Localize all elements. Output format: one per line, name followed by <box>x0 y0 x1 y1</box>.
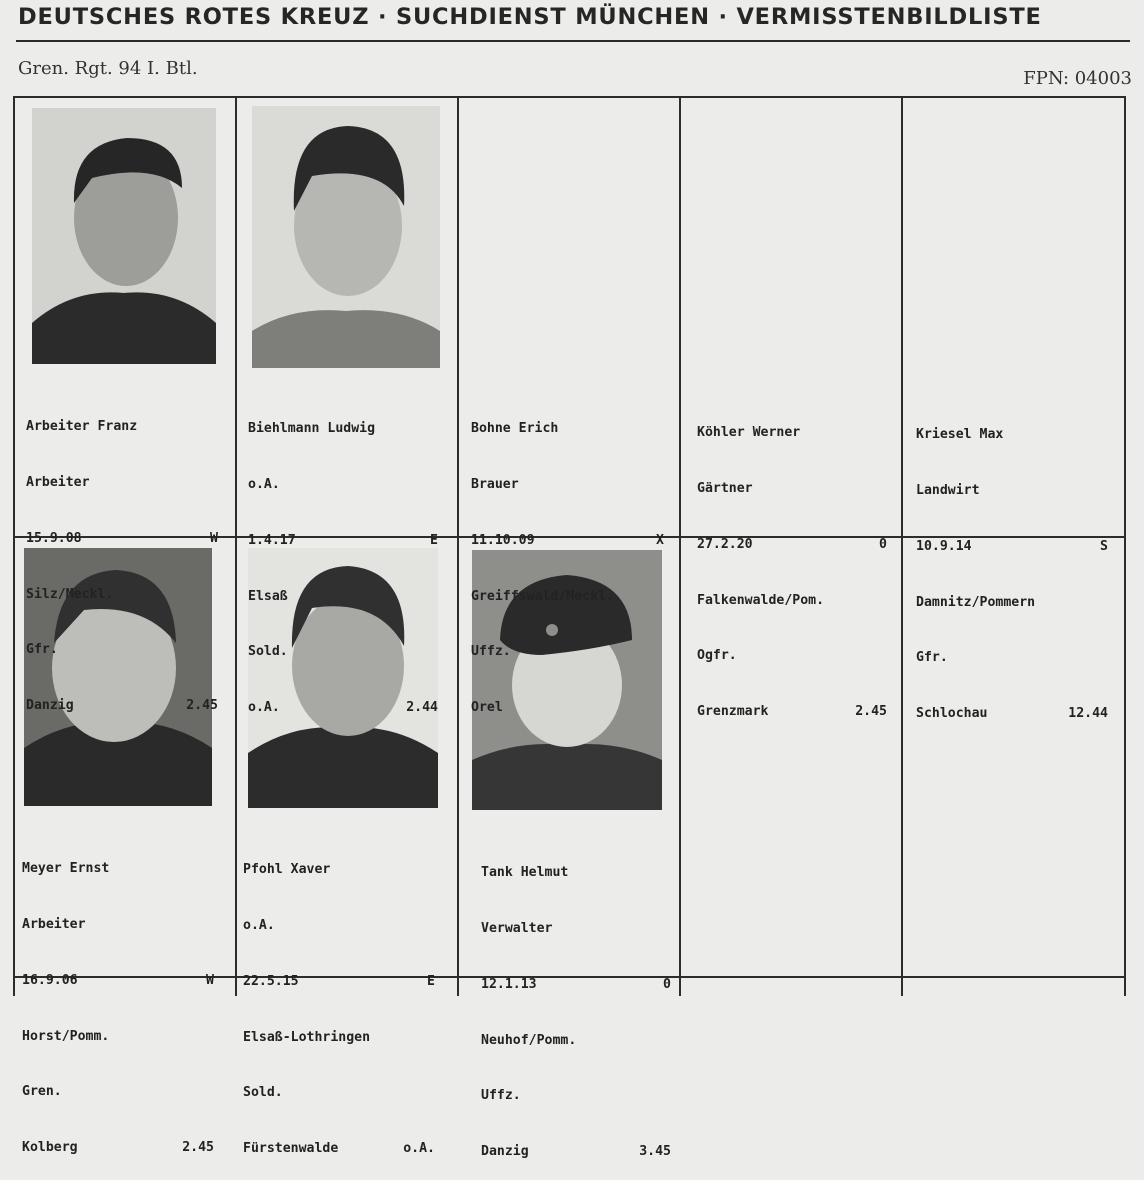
last-date: 2.44 <box>406 700 438 716</box>
occupation: Arbeiter <box>26 474 90 490</box>
code-letter: E <box>430 532 438 548</box>
person-name: Kriesel Max <box>916 427 1004 443</box>
rank: Uffz. <box>481 1088 521 1104</box>
person-entry <box>471 383 664 736</box>
birthplace: Elsaß <box>248 588 288 604</box>
occupation: o.A. <box>248 476 280 492</box>
occupation: o.A. <box>243 917 275 933</box>
last-place: Danzig <box>26 698 74 714</box>
last-place: Fürstenwalde <box>243 1141 339 1157</box>
last-date: 2.45 <box>182 1140 214 1156</box>
code-letter: W <box>210 530 218 546</box>
birth-date: 27.2.20 <box>697 536 753 552</box>
person-entry <box>26 381 218 734</box>
occupation: Arbeiter <box>22 916 86 932</box>
grid-line <box>679 96 681 996</box>
grid-line <box>13 96 1126 98</box>
last-place: Kolberg <box>22 1140 78 1156</box>
rank: Ogfr. <box>697 648 737 664</box>
document-title: DEUTSCHES ROTES KREUZ · SUCHDIENST MÜNCHEN · VERMISSTENBILDLISTE <box>18 4 1042 30</box>
birth-date: 10.9.14 <box>916 538 972 554</box>
person-entry <box>481 827 671 1180</box>
rank: Gfr. <box>26 642 58 658</box>
code-letter: S <box>1100 538 1108 554</box>
person-entry <box>916 389 1108 742</box>
birthplace: Greiffswald/Meckl. <box>471 588 614 604</box>
grid-line <box>235 96 237 996</box>
code-letter: E <box>427 973 435 989</box>
birth-date: 1.4.17 <box>248 532 296 548</box>
occupation: Brauer <box>471 476 519 492</box>
birth-date: 12.1.13 <box>481 976 537 992</box>
occupation: Gärtner <box>697 480 753 496</box>
birth-date: 22.5.15 <box>243 973 299 989</box>
code-letter: X <box>656 532 664 548</box>
last-date: 2.45 <box>186 698 218 714</box>
last-date: 12.44 <box>1068 706 1108 722</box>
last-place: Orel <box>471 700 503 716</box>
last-date: 3.45 <box>639 1144 671 1160</box>
last-place: o.A. <box>248 700 280 716</box>
rank: Sold. <box>248 644 288 660</box>
birthplace: Falkenwalde/Pom. <box>697 592 825 608</box>
portrait-photo <box>252 106 440 368</box>
person-entry <box>697 387 887 740</box>
birthplace: Damnitz/Pommern <box>916 594 1036 610</box>
person-name: Biehlmann Ludwig <box>248 421 376 437</box>
person-entry <box>22 823 214 1176</box>
last-place: Schlochau <box>916 706 988 722</box>
rank: Uffz. <box>471 644 511 660</box>
grid-line <box>13 96 15 996</box>
unit-line: Gren. Rgt. 94 I. Btl. <box>18 58 198 79</box>
grid-line <box>457 96 459 996</box>
rank: Gren. <box>22 1084 62 1100</box>
birthplace: Elsaß-Lothringen <box>243 1029 371 1045</box>
person-name: Köhler Werner <box>697 425 801 441</box>
portrait-photo <box>32 108 216 364</box>
title-rule <box>16 40 1130 42</box>
person-name: Bohne Erich <box>471 421 559 437</box>
person-entry <box>248 383 438 736</box>
person-name: Meyer Ernst <box>22 861 110 877</box>
person-name: Tank Helmut <box>481 865 569 881</box>
birth-date: 15.9.08 <box>26 530 82 546</box>
last-date: o.A. <box>403 1141 435 1157</box>
person-entry <box>243 824 435 1177</box>
rank: Sold. <box>243 1085 283 1101</box>
code-letter: 0 <box>663 976 671 992</box>
fpn-line: FPN: 04003 <box>1023 68 1132 89</box>
rank: Gfr. <box>916 650 948 666</box>
birth-date: 16.9.06 <box>22 972 78 988</box>
code-letter: 0 <box>879 536 887 552</box>
person-name: Arbeiter Franz <box>26 419 138 435</box>
last-place: Danzig <box>481 1144 529 1160</box>
code-letter: W <box>206 972 214 988</box>
birth-date: 11.10.09 <box>471 532 535 548</box>
grid-line <box>1124 96 1126 996</box>
grid-line <box>901 96 903 996</box>
birthplace: Silz/Meckl. <box>26 586 114 602</box>
birthplace: Neuhof/Pomm. <box>481 1032 577 1048</box>
last-place: Grenzmark <box>697 704 769 720</box>
last-date: 2.45 <box>855 704 887 720</box>
occupation: Landwirt <box>916 482 980 498</box>
person-name: Pfohl Xaver <box>243 862 331 878</box>
birthplace: Horst/Pomm. <box>22 1028 110 1044</box>
occupation: Verwalter <box>481 920 553 936</box>
